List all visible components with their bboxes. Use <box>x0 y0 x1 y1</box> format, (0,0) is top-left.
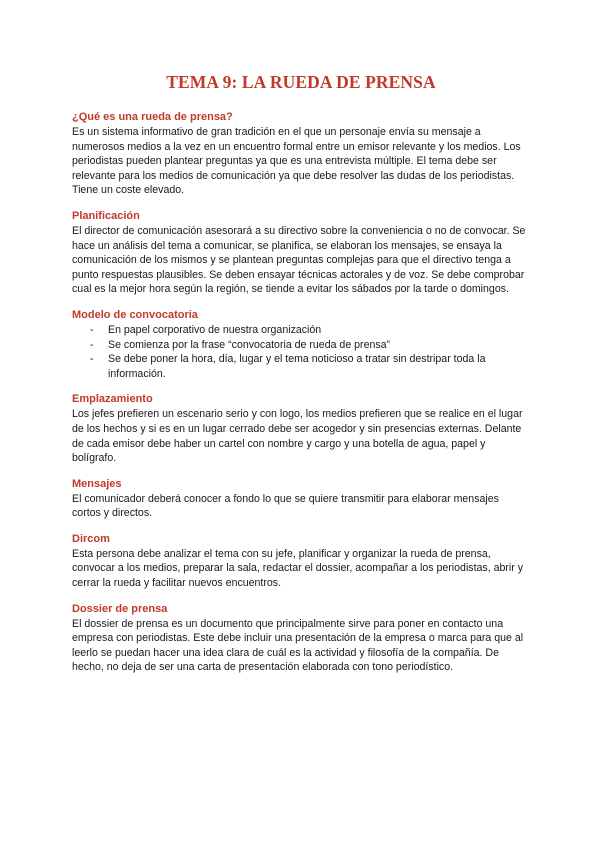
section-paragraph: El dossier de prensa es un documento que principalmente sirve para poner en contacto una empresa con periodistas. Este debe incluir una presentación de la empresa o marca para que al leerlo se puedan hacer una idea clara de cuál es la actividad y filosofía de la compañía. De hecho, no deja de ser una carta de presentación elaborada con tono periodístico. <box>72 617 524 674</box>
list-item-text: Se comienza por la frase “convocatoria de rueda de prensa” <box>108 338 391 351</box>
section-heading: Dossier de prensa <box>72 602 168 615</box>
section-dossier <box>72 602 530 675</box>
page-title: TEMA 9: LA RUEDA DE PRENSA <box>166 72 436 92</box>
section-heading: Modelo de convocatoria <box>72 308 198 321</box>
section-heading: Mensajes <box>72 477 122 490</box>
section-heading: Planificación <box>72 209 140 222</box>
list-item <box>72 352 530 381</box>
section-que-es <box>72 110 530 198</box>
list-item <box>72 338 530 353</box>
section-heading: Dircom <box>72 532 110 545</box>
section-paragraph: El comunicador deberá conocer a fondo lo que se quiere transmitir para elaborar mensajes cortos y directos. <box>72 492 499 520</box>
section-paragraph: El director de comunicación asesorará a su directivo sobre la conveniencia o no de convocar. Se hace un análisis del tema a comunicar, se planifica, se elaboran los mensajes, se ensaya la comunicación de los mismos y se plantean preguntas complejas para que el directivo tenga a punto respuestas plausibles. Se deben ensayar técnicas actorales y de voz. Se debe comprobar cual es la mejor hora según la región, se tiende a evitar los sábados por la tarde o domingos. <box>72 224 526 296</box>
document-page <box>72 72 530 686</box>
section-paragraph: Los jefes prefieren un escenario serio y con logo, los medios prefieren que se realice en el lugar de los hechos y si es en un lugar cerrado debe ser acogedor y sin presencias externas. Delante de cada emisor debe haber un cartel con nombre y cargo y una botella de agua, papel y bolígrafo. <box>72 408 523 465</box>
section-emplazamiento <box>72 392 530 465</box>
dash-bullet: - <box>90 338 94 351</box>
section-heading: ¿Qué es una rueda de prensa? <box>72 111 233 123</box>
section-paragraph: Es un sistema informativo de gran tradición en el que un personaje envía su mensaje a numerosos medios a la vez en un encuentro formal entre un emisor relevante y los medios. Los periodistas pueden plantear preguntas ya que es una entrevista múltiple. El tema debe ser relevante para los medios de comunicación ya que debe resolver las dudas de los periodistas. Tiene un coste elevado. <box>72 126 521 197</box>
list-item <box>72 323 530 338</box>
section-planificacion <box>72 209 530 297</box>
list-item-text: Se debe poner la hora, día, lugar y el tema noticioso a tratar sin destripar toda la información. <box>108 353 486 380</box>
dash-bullet: - <box>90 353 94 366</box>
section-mensajes <box>72 477 530 521</box>
list-item-text: En papel corporativo de nuestra organización <box>108 323 322 336</box>
section-modelo-convocatoria <box>72 308 530 381</box>
section-heading: Emplazamiento <box>72 393 153 406</box>
section-paragraph: Esta persona debe analizar el tema con su jefe, planificar y organizar la rueda de prensa, convocar a los medios, preparar la sala, redactar el dossier, acompañar a los periodistas, abrir y cerrar la rueda y facilitar nuevos encuentros. <box>72 547 524 590</box>
dash-bullet: - <box>90 323 94 336</box>
convocatoria-list <box>72 323 530 381</box>
section-dircom <box>72 532 530 591</box>
